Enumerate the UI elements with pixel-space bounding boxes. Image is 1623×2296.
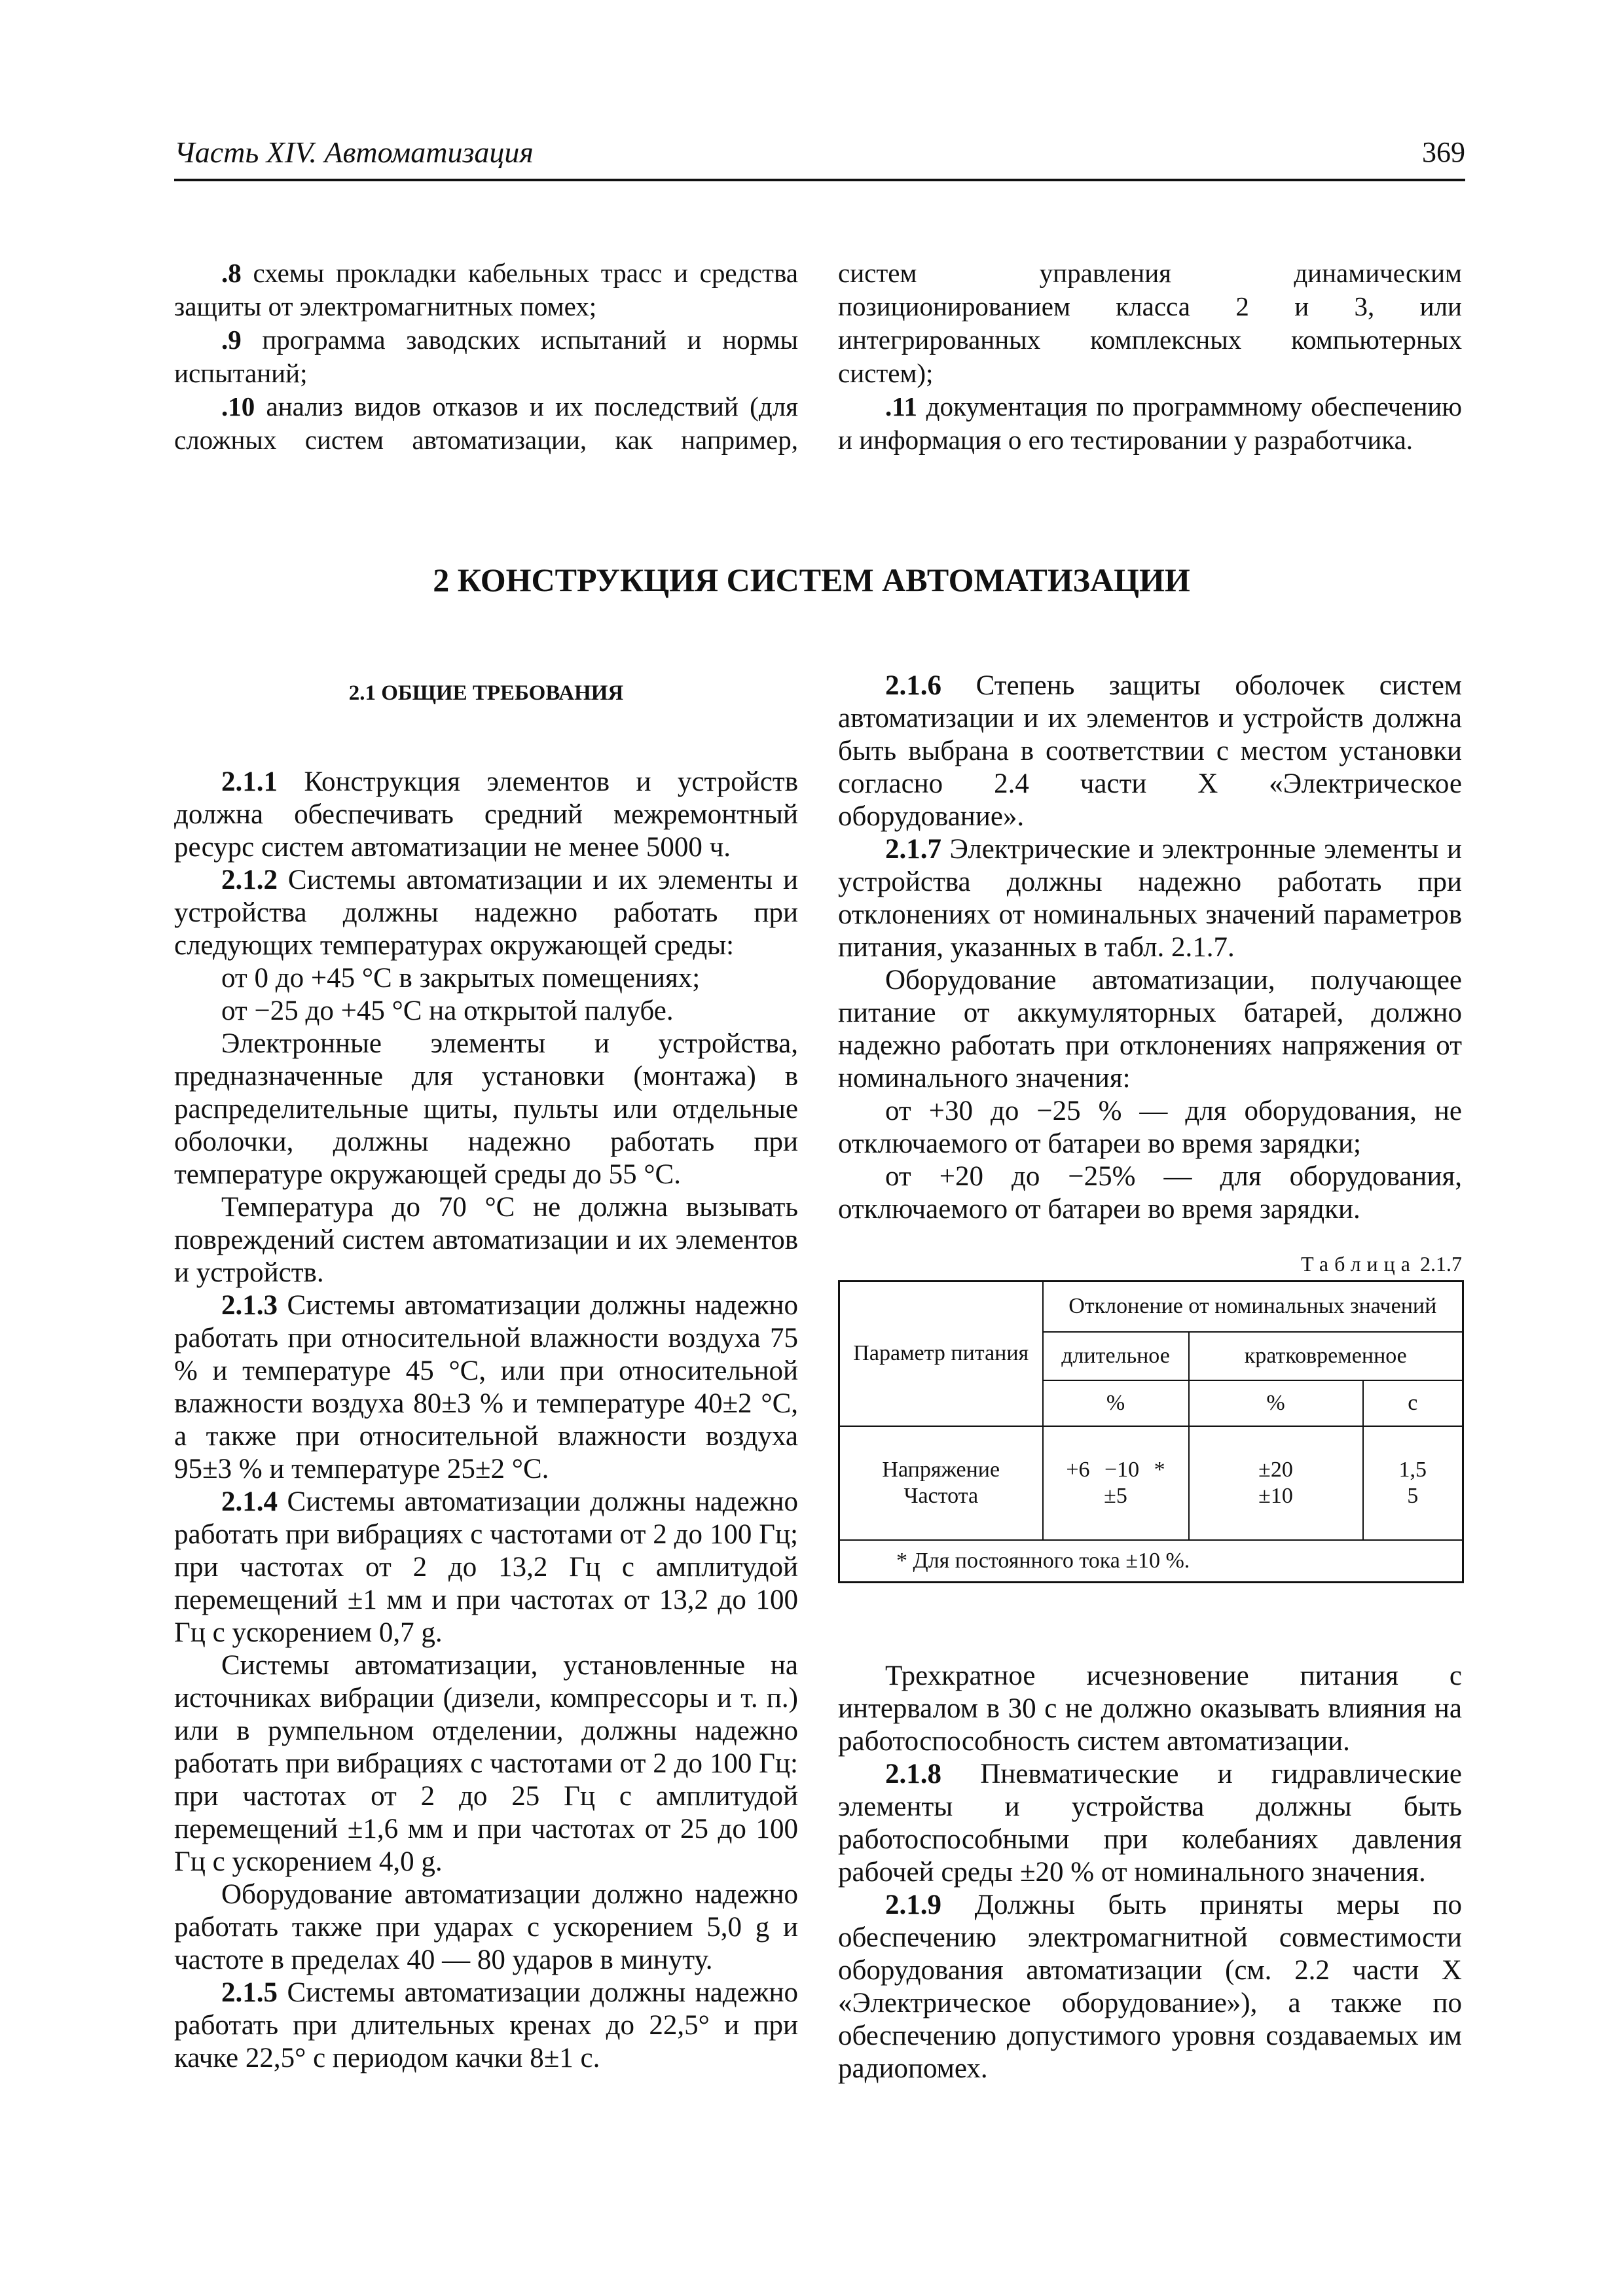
paragraph-2-1-1 [174, 766, 798, 864]
paragraph-shocks: Оборудование автоматизации должно надежно работать также при ударах с ускорением 5,0 g и частоте в пределах 40 — 80 ударов в минуту. [174, 1879, 798, 1975]
clause-number: 2.1.8 [885, 1759, 941, 1789]
intro-left-column [174, 257, 798, 457]
item-text: анализ видов отказов и их последствий (для сложных систем автоматизации, как например, [174, 391, 798, 455]
paragraph-text: Должны быть приняты меры по обеспечению электромагнитной совместимости оборудования автоматизации (см. 2.2 части X «Электрическое оборудование»), а также по обеспечению допустимого уровня создаваемых им радиопомех. [838, 1890, 1463, 2084]
power-deviation-table [838, 1280, 1464, 1583]
paragraph-text: Системы автоматизации и их элементы и устройства должны надежно работать при следующих температурах окружающей среды: [174, 865, 799, 961]
paragraph-power-loss: Трехкратное исчезновение питания с интервалом в 30 с не должно оказывать влияния на работоспособность систем автоматизации. [838, 1660, 1462, 1757]
paragraph-battery-equipment: Оборудование автоматизации, получающее питание от аккумуляторных батарей, должно надежно работать при отклонениях напряжения от номинального значения: [838, 965, 1462, 1094]
item-number: .11 [885, 391, 917, 422]
intro-right-column [838, 257, 1462, 457]
running-header [174, 134, 1465, 175]
section-title: 2 КОНСТРУКЦИЯ СИСТЕМ АВТОМАТИЗАЦИИ [433, 562, 1190, 598]
paragraph-text: Пневматические и гидравлические элементы и устройства должны быть работоспособными при колебаниях давления рабочей среды ±20 % от номинального значения. [838, 1759, 1463, 1888]
table-header-deviation: Отклонение от номинальных значений [1043, 1282, 1463, 1332]
battery-disconnected: от +20 до −25% — для оборудования, отключаемого от батареи во время зарядки. [838, 1161, 1462, 1225]
table-header-short-term: кратковременное [1189, 1332, 1463, 1380]
table-header-parameter: Параметр питания [839, 1282, 1043, 1426]
cell-line: 1,5 [1398, 1457, 1427, 1482]
table-row [839, 1426, 1463, 1540]
paragraph-2-1-9 [838, 1889, 1462, 2085]
table-header-long-term: длительное [1043, 1332, 1189, 1380]
clause-number: 2.1.9 [885, 1890, 941, 1920]
item-text: документация по программному обеспечению и информация о его тестировании у разработчика. [838, 391, 1462, 455]
paragraph-2-1-5 [174, 1977, 798, 2075]
table-unit: % [1189, 1380, 1363, 1426]
header-rule [174, 179, 1465, 181]
list-item-10-continued: систем управления динамическим позиционированием класса 2 и 3, или интегрированных комплексных компьютерных систем); [838, 258, 1462, 388]
item-number: .8 [221, 258, 242, 288]
clause-number: 2.1.5 [221, 1977, 278, 2008]
paragraph-text: Степень защиты оболочек систем автоматизации и их элементов и устройств должна быть выбрана в соответствии с местом установки согласно 2.4 части X «Электрическое оборудование». [838, 670, 1462, 832]
table-cell-long-term [1043, 1426, 1189, 1540]
cell-line: +6 −10 * [1066, 1457, 1165, 1482]
clause-number: 2.1.4 [221, 1486, 278, 1517]
table-header-row [839, 1282, 1463, 1332]
table-caption-number: 2.1.7 [1420, 1252, 1462, 1276]
temperature-indoor: от 0 до +45 °C в закрытых помещениях; [221, 963, 701, 994]
running-header-title: Часть XIV. Автоматизация [174, 135, 534, 169]
list-item-11 [838, 390, 1462, 457]
table-caption [838, 1251, 1462, 1277]
table-unit: % [1043, 1380, 1189, 1426]
paragraph-2-1-3 [174, 1289, 798, 1486]
paragraph-2-1-4 [174, 1486, 798, 1649]
cell-line: ±10 [1258, 1483, 1293, 1508]
battery-not-disconnected: от +30 до −25 % — для оборудования, не отключаемого от батареи во время зарядки; [838, 1096, 1462, 1159]
table-cell-short-term-percent [1189, 1426, 1363, 1540]
clause-number: 2.1.7 [885, 834, 941, 865]
cell-line: ±5 [1104, 1483, 1127, 1508]
list-item-10 [174, 390, 798, 457]
paragraph-electronic-elements: Электронные элементы и устройства, предназначенные для установки (монтажа) в распределительные щиты, пульты или отдельные оболочки, должны надежно работать при температуре окружающей среды до 55 °C. [174, 1028, 798, 1190]
paragraph-2-1-6 [838, 670, 1462, 833]
clause-number: 2.1.2 [221, 865, 278, 895]
item-number: .9 [221, 325, 242, 355]
table-unit: с [1363, 1380, 1463, 1426]
item-number: .10 [221, 391, 255, 422]
list-item-9 [174, 323, 798, 390]
clause-number: 2.1.6 [885, 670, 941, 701]
table-cell-parameter [839, 1426, 1043, 1540]
clause-number: 2.1.1 [221, 766, 278, 797]
paragraph-text: Конструкция элементов и устройств должна обеспечивать средний межремонтный ресурс систем автоматизации не менее 5000 ч. [174, 766, 798, 863]
left-column-body [174, 766, 798, 2075]
subsection-title: 2.1 ОБЩИЕ ТРЕБОВАНИЯ [348, 681, 624, 705]
item-text: программа заводских испытаний и нормы испытаний; [174, 325, 799, 388]
cell-line: Напряжение [882, 1457, 1000, 1482]
paragraph-2-1-2 [174, 864, 798, 962]
right-column [838, 670, 1462, 2085]
list-item-8 [174, 257, 798, 323]
left-column [174, 677, 798, 2075]
paragraph-vibration-sources: Системы автоматизации, установленные на источниках вибрации (дизели, компрессоры и т. п.) или в румпельном отделении, должны надежно работать при вибрациях с частотами от 2 до 100 Гц: при частотах от 2 до 25 Гц с амплитудой перемещений ±1,6 мм и при частотах от 25 до 100 Гц с ускорением 4,0 g. [174, 1650, 798, 1877]
paragraph-temperature-70: Температура до 70 °C не должна вызывать повреждений систем автоматизации и их элементов и устройств. [174, 1192, 798, 1288]
table-footnote-row [839, 1540, 1463, 1583]
item-text: схемы прокладки кабельных трасс и средства защиты от электромагнитных помех; [174, 258, 798, 321]
paragraph-text: Электрические и электронные элементы и устройства должны надежно работать при отклонениях от номинальных значений параметров питания, указанных в табл. 2.1.7. [838, 834, 1462, 963]
table-cell-short-term-seconds [1363, 1426, 1463, 1540]
cell-line: Частота [903, 1483, 979, 1508]
temperature-open-deck: от −25 до +45 °C на открытой палубе. [221, 996, 674, 1026]
paragraph-2-1-7 [838, 833, 1462, 964]
right-column-after-table [838, 1660, 1462, 2085]
page-number: 369 [1422, 136, 1465, 168]
cell-line: ±20 [1258, 1457, 1293, 1482]
paragraph-text: Системы автоматизации должны надежно работать при относительной влажности воздуха 75 % и температуре 45 °C, или при относительной влажности воздуха 80±3 % и температуре 40±2 °C, а также при относительной влажности воздуха 95±3 % и температуре 25±2 °C. [174, 1290, 798, 1484]
paragraph-2-1-8 [838, 1758, 1462, 1889]
paragraph-text: Системы автоматизации должны надежно работать при вибрациях с частотами от 2 до 100 Гц; при частотах от 2 до 13,2 Гц с амплитудой перемещений ±1 мм и при частотах от 13,2 до 100 Гц с ускорением 0,7 g. [174, 1486, 798, 1648]
table-footnote: * Для постоянного тока ±10 %. [839, 1540, 1463, 1583]
cell-line: 5 [1407, 1483, 1419, 1508]
table-caption-label: Таблица [1301, 1252, 1416, 1276]
paragraph-text: Системы автоматизации должны надежно работать при длительных кренах до 22,5° и при качке 22,5° с периодом качки 8±1 с. [174, 1977, 798, 2073]
clause-number: 2.1.3 [221, 1290, 278, 1321]
